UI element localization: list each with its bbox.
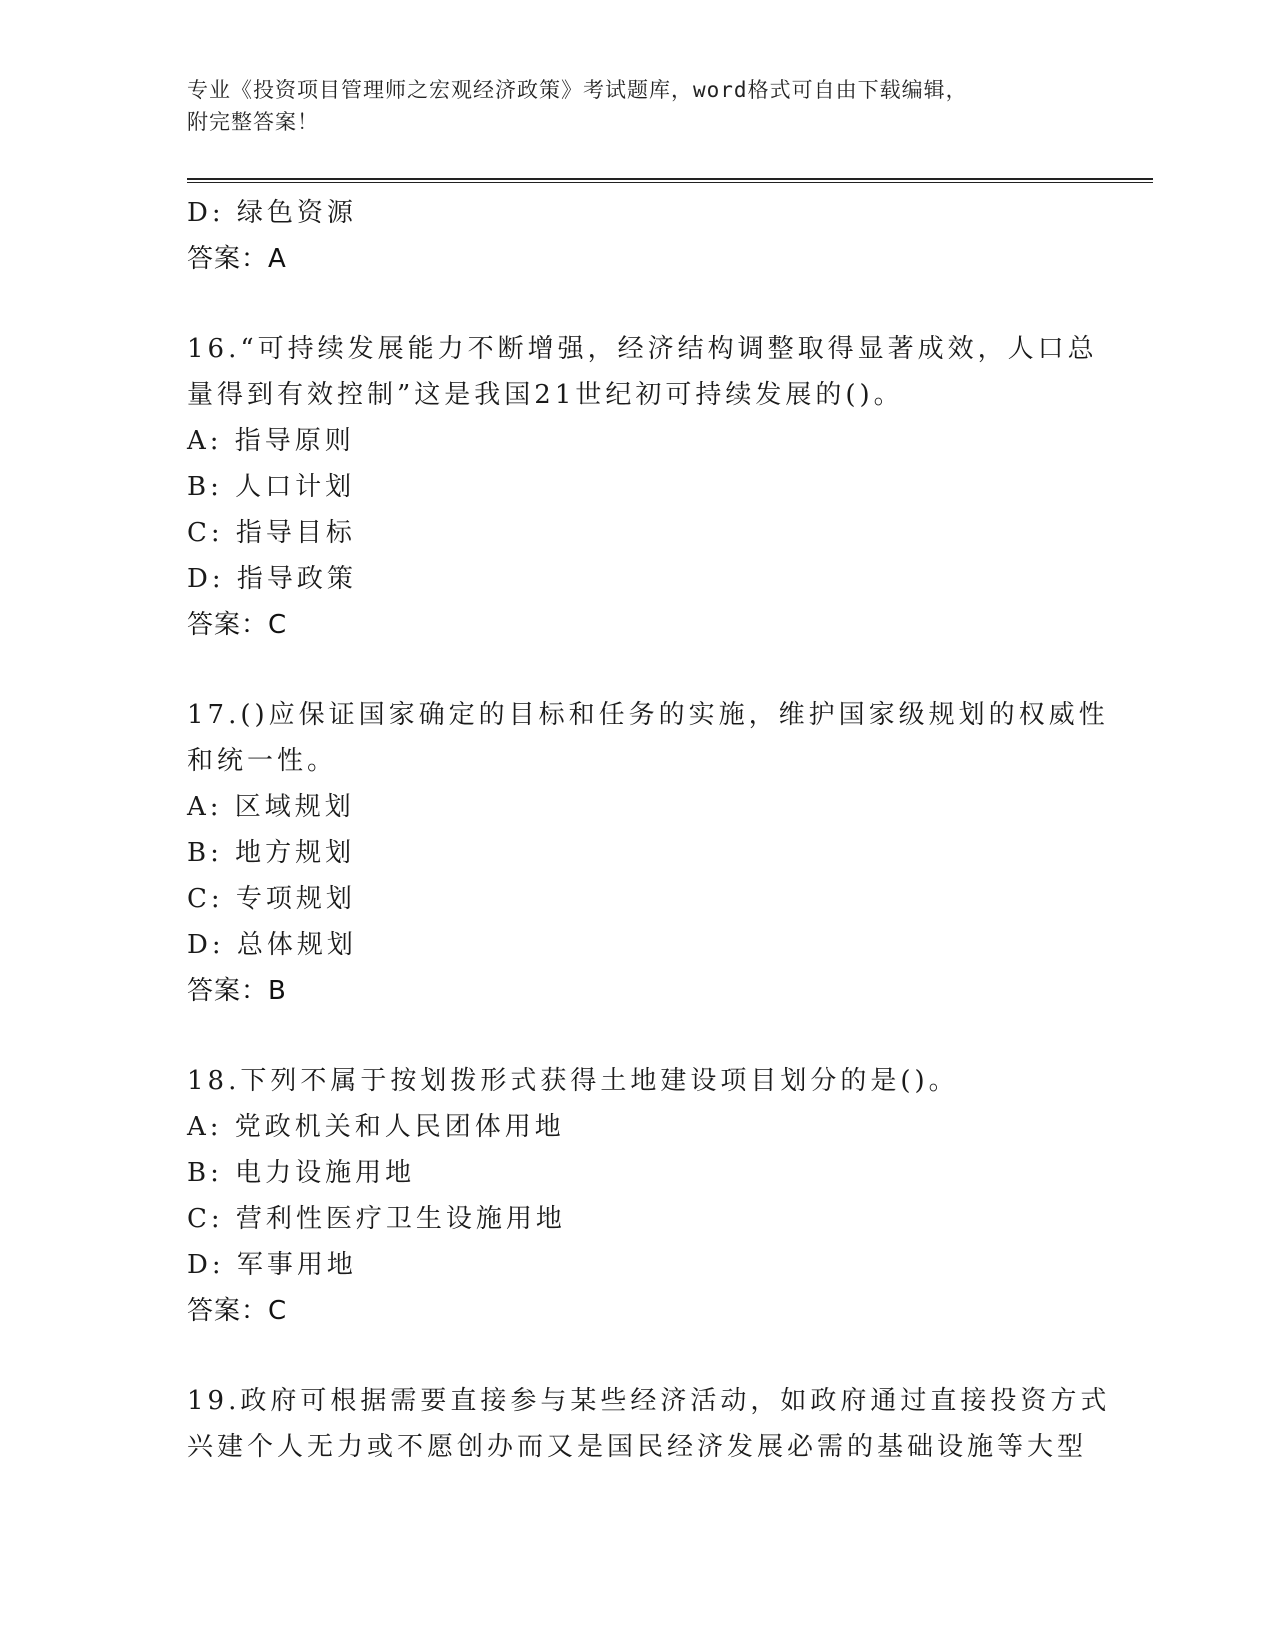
question-text-line-2: 量得到有效控制”这是我国21世纪初可持续发展的()。 (187, 380, 904, 410)
question-text-line-1: 16.“可持续发展能力不断增强，经济结构调整取得显著成效，人口总 (187, 334, 1098, 364)
question-text-line-1: 18.下列不属于按划拨形式获得土地建设项目划分的是()。 (187, 1066, 959, 1096)
option-a: A: 区域规划 (187, 792, 355, 822)
option-c: C: 指导目标 (187, 518, 356, 548)
option-c: C: 营利性医疗卫生设施用地 (187, 1204, 566, 1234)
option-d: D: 指导政策 (187, 564, 357, 594)
option-a: A: 党政机关和人民团体用地 (187, 1112, 565, 1142)
question-text-line-1: 19.政府可根据需要直接参与某些经济活动，如政府通过直接投资方式 (187, 1386, 1111, 1416)
option-d: D: 总体规划 (187, 930, 357, 960)
spacer (187, 282, 1087, 326)
answer: 答案：C (187, 1296, 288, 1326)
answer: 答案：C (187, 610, 288, 640)
option-d: D: 军事用地 (187, 1250, 357, 1280)
option-b: B: 地方规划 (187, 838, 356, 868)
question-17 (187, 692, 1109, 1014)
question-19 (187, 1378, 1111, 1470)
header-note (187, 74, 1107, 138)
question-text-line-2: 和统一性。 (187, 746, 338, 776)
header-note-line-2: 附完整答案！ (187, 110, 319, 134)
question-16 (187, 326, 1098, 648)
header-note-line-1: 专业《投资项目管理师之宏观经济政策》考试题库，word格式可自由下载编辑， (187, 78, 968, 102)
option-b: B: 电力设施用地 (187, 1158, 416, 1188)
option-b: B: 人口计划 (187, 472, 356, 502)
header-divider (187, 178, 1153, 183)
option-d: D: 绿色资源 (187, 198, 357, 228)
option-a: A: 指导原则 (187, 426, 355, 456)
question-text-line-2: 兴建个人无力或不愿创办而又是国民经济发展必需的基础设施等大型 (187, 1432, 1088, 1462)
question-content (187, 190, 1111, 1470)
answer: 答案：B (187, 976, 287, 1006)
question-18 (187, 1058, 1087, 1334)
option-c: C: 专项规划 (187, 884, 356, 914)
spacer (187, 648, 1087, 692)
spacer (187, 1014, 1087, 1058)
answer: 答案：A (187, 244, 287, 274)
spacer (187, 1334, 1087, 1378)
question-text-line-1: 17.()应保证国家确定的目标和任务的实施，维护国家级规划的权威性 (187, 700, 1109, 730)
